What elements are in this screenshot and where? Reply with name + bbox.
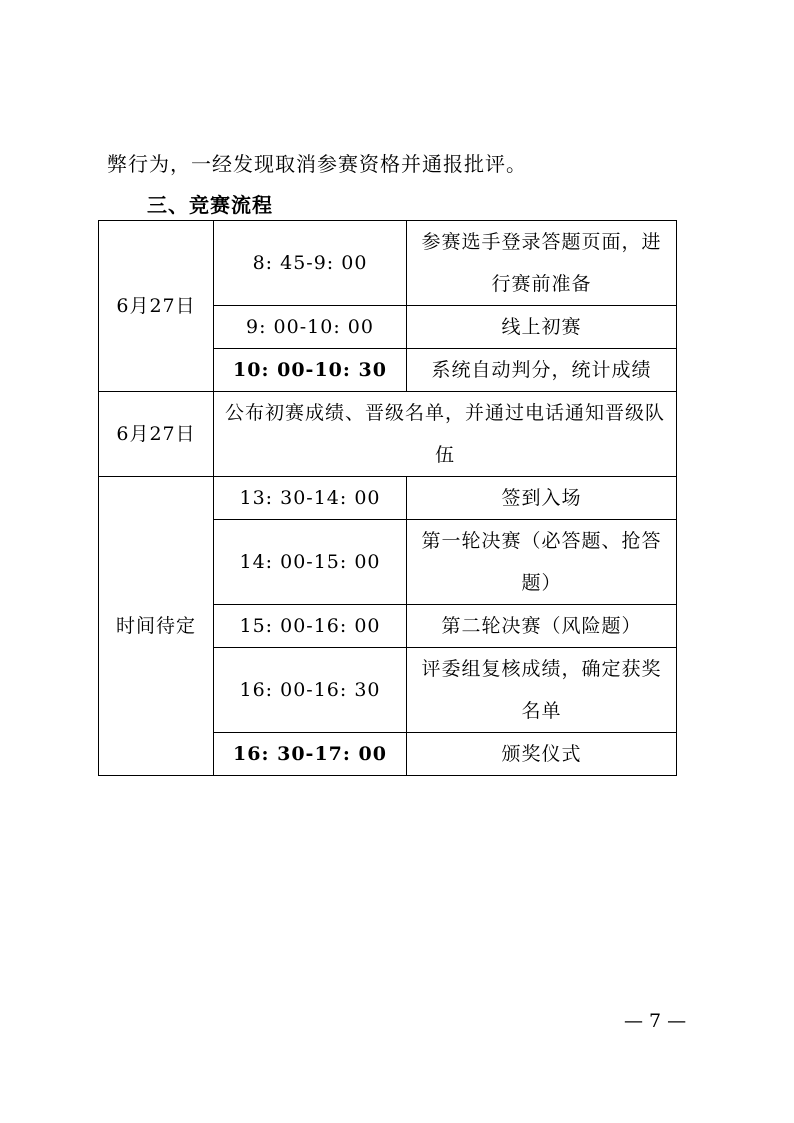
table-row [99, 221, 677, 306]
schedule-table [98, 220, 677, 776]
time-cell: 10: 00-10: 30 [214, 349, 407, 392]
page-number: — 7 — [624, 1010, 687, 1032]
time-cell: 16: 30-17: 00 [214, 733, 407, 776]
time-cell: 14: 00-15: 00 [214, 520, 407, 605]
time-cell: 8: 45-9: 00 [214, 221, 407, 306]
table-row [99, 392, 677, 477]
time-cell: 13: 30-14: 00 [214, 477, 407, 520]
activity-cell: 颁奖仪式 [407, 733, 677, 776]
activity-cell: 第一轮决赛（必答题、抢答题） [407, 520, 677, 605]
activity-cell: 公布初赛成绩、晋级名单，并通过电话通知晋级队伍 [214, 392, 677, 477]
date-cell: 时间待定 [99, 477, 214, 776]
date-cell: 6月27日 [99, 392, 214, 477]
activity-cell: 参赛选手登录答题页面，进行赛前准备 [407, 221, 677, 306]
activity-cell: 线上初赛 [407, 306, 677, 349]
table-row [99, 477, 677, 520]
time-cell: 9: 00-10: 00 [214, 306, 407, 349]
time-cell: 15: 00-16: 00 [214, 605, 407, 648]
section-heading: 三、竞赛流程 [147, 193, 273, 217]
activity-cell: 第二轮决赛（风险题） [407, 605, 677, 648]
activity-cell: 系统自动判分，统计成绩 [407, 349, 677, 392]
time-cell: 16: 00-16: 30 [214, 648, 407, 733]
activity-cell: 评委组复核成绩，确定获奖名单 [407, 648, 677, 733]
activity-cell: 签到入场 [407, 477, 677, 520]
body-paragraph: 弊行为，一经发现取消参赛资格并通报批评。 [107, 152, 527, 176]
date-cell: 6月27日 [99, 221, 214, 392]
